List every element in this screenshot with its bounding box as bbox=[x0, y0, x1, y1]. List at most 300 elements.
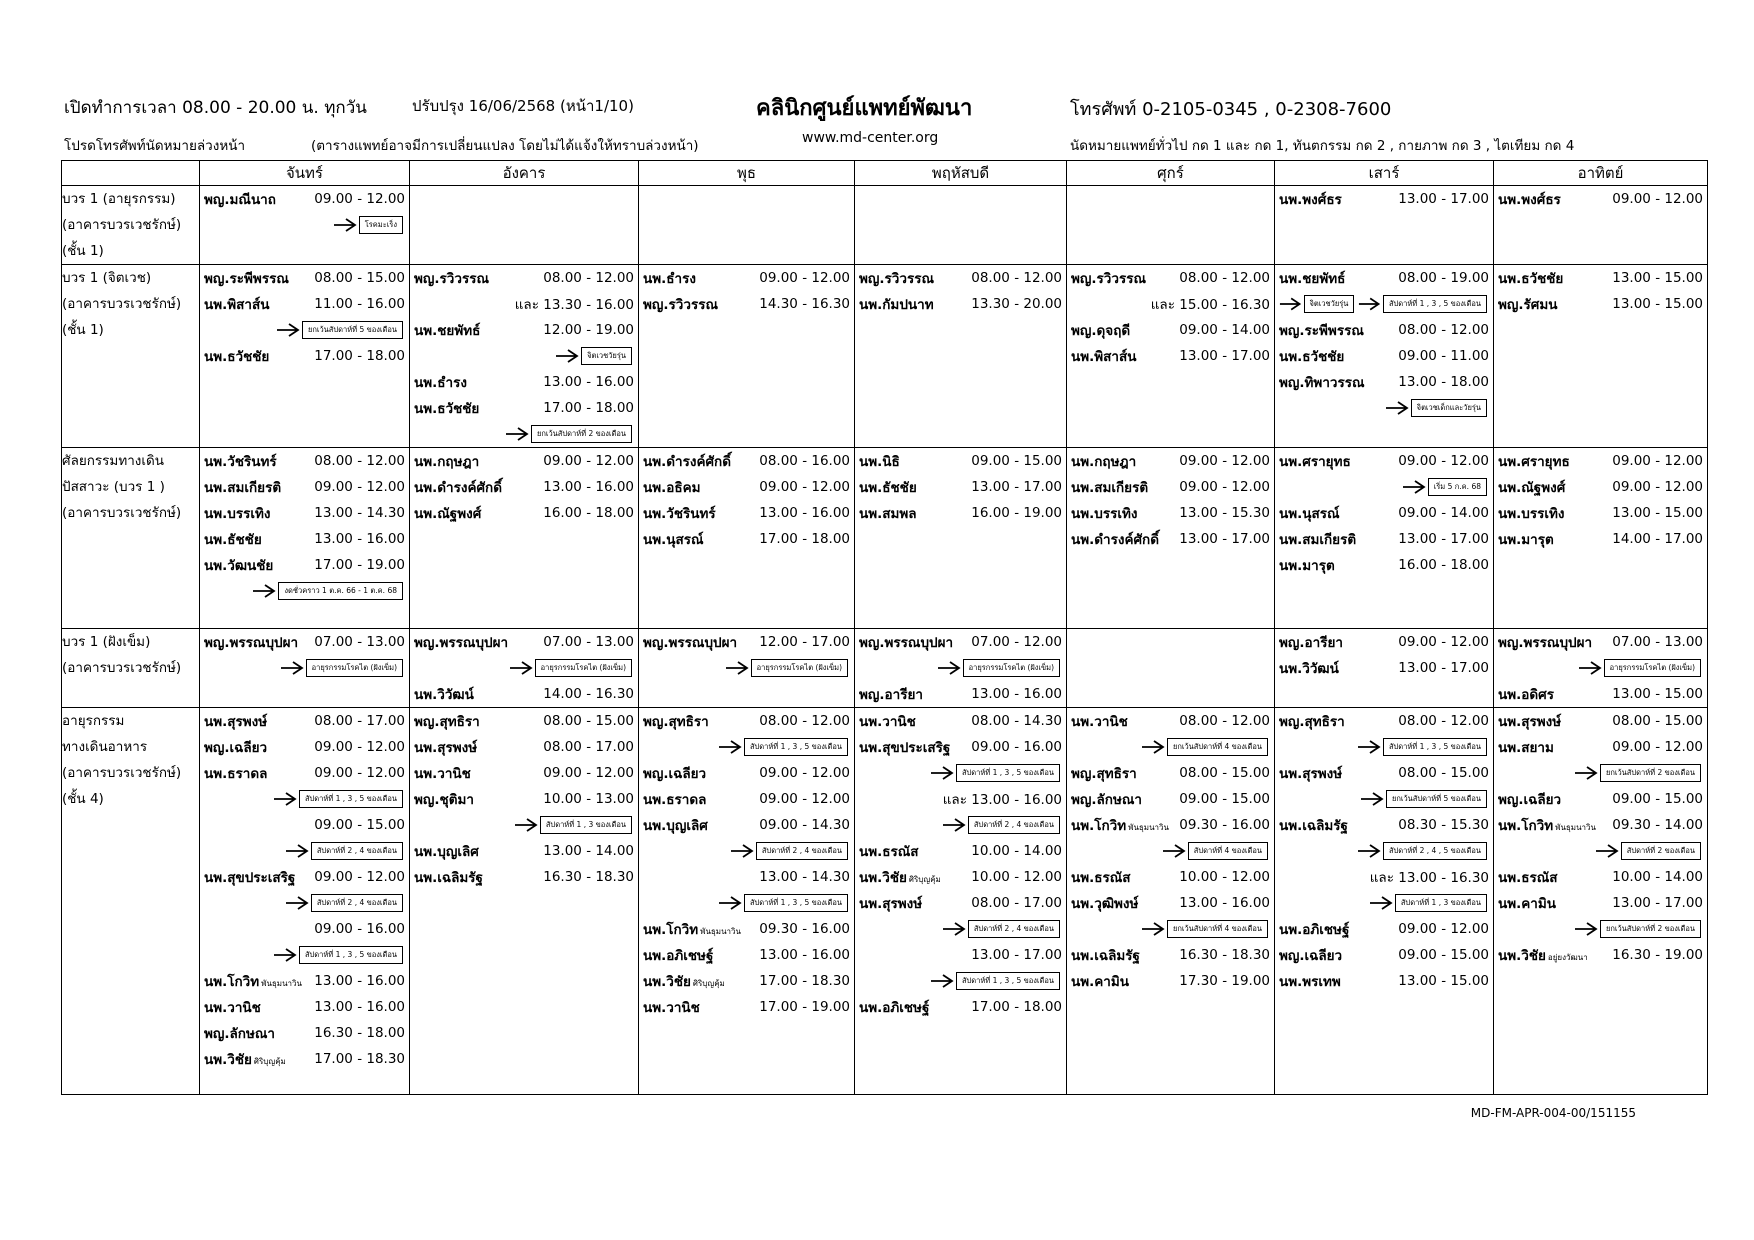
doctor-name bbox=[1498, 892, 1556, 914]
doctor-entry bbox=[410, 786, 638, 812]
note-line bbox=[1275, 838, 1493, 864]
arrow-icon bbox=[1162, 844, 1186, 858]
note-line bbox=[855, 968, 1066, 994]
doctor-entry bbox=[855, 291, 1066, 317]
time-range: 08.00 - 19.00 bbox=[1398, 270, 1489, 286]
doctor-entry bbox=[639, 864, 854, 890]
doctor-name-text: นพ.สยาม bbox=[1498, 740, 1554, 756]
doctor-name bbox=[414, 371, 467, 393]
doctor-schedule-table bbox=[61, 160, 1708, 1095]
time-range: 09.00 - 12.00 bbox=[543, 765, 634, 781]
note-line bbox=[1067, 734, 1274, 760]
doctor-entry bbox=[855, 864, 1066, 890]
arrow-icon bbox=[280, 661, 304, 675]
doctor-name bbox=[1071, 788, 1142, 810]
doctor-name bbox=[643, 944, 713, 966]
time-range: 13.00 - 16.00 bbox=[759, 505, 850, 521]
doctor-entry bbox=[200, 812, 409, 838]
time-range: 09.00 - 12.00 bbox=[543, 453, 634, 469]
note-line bbox=[200, 890, 409, 916]
arrow-icon bbox=[285, 896, 309, 910]
time-range: 09.00 - 14.30 bbox=[759, 817, 850, 833]
schedule-cell bbox=[410, 448, 639, 629]
doctor-name-text: พญ.เฉลียว bbox=[643, 766, 707, 782]
time-range: และ 13.30 - 16.00 bbox=[514, 297, 634, 313]
location-line: (อาคารบวรเวชรักษ์) bbox=[62, 217, 182, 233]
doctor-name-text: นพ.คามิน bbox=[1498, 896, 1556, 912]
doctor-name bbox=[859, 736, 950, 758]
note-line bbox=[639, 890, 854, 916]
doctor-entry bbox=[410, 369, 638, 395]
time-range: 08.00 - 12.00 bbox=[314, 453, 405, 469]
schedule-cell bbox=[1067, 265, 1275, 448]
doctor-entry bbox=[855, 474, 1066, 500]
doctor-name bbox=[1498, 683, 1554, 705]
doctor-name bbox=[1498, 450, 1570, 472]
schedule-cell bbox=[1494, 186, 1708, 265]
doctor-name bbox=[1279, 657, 1339, 679]
schedule-note: สัปดาห์ที่ 2 , 4 ของเดือน bbox=[311, 842, 403, 860]
schedule-note: อายุรกรรมโรคไต (ฝังเข็ม) bbox=[751, 659, 848, 677]
doctor-name-text: นพ.สุรพงษ์ bbox=[414, 740, 478, 756]
schedule-note: ยกเว้นสัปดาห์ที่ 2 ของเดือน bbox=[1600, 920, 1701, 938]
time-range: 08.00 - 12.00 bbox=[1179, 270, 1270, 286]
doctor-entry bbox=[1275, 448, 1493, 474]
doctor-entry bbox=[639, 968, 854, 994]
schedule-cell bbox=[1494, 629, 1708, 708]
location-line: (ชั้น 1) bbox=[62, 243, 104, 259]
doctor-name bbox=[1279, 502, 1340, 524]
doctor-name bbox=[1071, 814, 1169, 836]
doctor-entry bbox=[1067, 265, 1274, 291]
doctor-name-text: พญ.ระพีพรรณ bbox=[1279, 323, 1364, 339]
doctor-name-text: นพ.ธัชชัย bbox=[859, 480, 917, 496]
advance-booking-note: โปรดโทรศัพท์นัดหมายล่วงหน้า bbox=[64, 138, 246, 154]
doctor-entry bbox=[639, 500, 854, 526]
time-range: 13.00 - 16.00 bbox=[759, 947, 850, 963]
doctor-name bbox=[1071, 944, 1140, 966]
doctor-name-text: นพ.สมพล bbox=[859, 506, 917, 522]
time-range: 17.00 - 18.00 bbox=[314, 348, 405, 364]
doctor-name bbox=[1279, 345, 1344, 367]
time-range: 09.00 - 12.00 bbox=[1612, 453, 1703, 469]
note-line bbox=[1275, 474, 1493, 500]
time-range: 14.00 - 17.00 bbox=[1612, 531, 1703, 547]
doctor-entry bbox=[639, 786, 854, 812]
doctor-name-text: นพ.คามิน bbox=[1071, 974, 1129, 990]
time-range: 09.00 - 12.00 bbox=[314, 765, 405, 781]
doctor-entry bbox=[1067, 968, 1274, 994]
schedule-note: ยกเว้นสัปดาห์ที่ 5 ของเดือน bbox=[1386, 790, 1487, 808]
note-line bbox=[410, 812, 638, 838]
note-line bbox=[410, 343, 638, 369]
schedule-change-notice: (ตารางแพทย์อาจมีการเปลี่ยนแปลง โดยไม่ได้แจ้งให้ทราบล่วงหน้า) bbox=[311, 138, 699, 154]
schedule-body bbox=[62, 186, 1708, 1095]
doctor-entry bbox=[1067, 317, 1274, 343]
time-range: 09.00 - 12.00 bbox=[1179, 453, 1270, 469]
doctor-name bbox=[204, 866, 295, 888]
time-range: 08.00 - 12.00 bbox=[543, 270, 634, 286]
doctor-name-text: นพ.ธรณัส bbox=[859, 844, 919, 860]
doctor-name-text: นพ.พรเทพ bbox=[1279, 974, 1341, 990]
doctor-entry bbox=[1494, 265, 1707, 291]
doctor-name bbox=[859, 996, 929, 1018]
schedule-note: เริ่ม 5 ก.ค. 68 bbox=[1428, 478, 1487, 496]
clinic-location bbox=[62, 265, 200, 448]
doctor-name-text: พญ.สุทธิรา bbox=[1071, 766, 1137, 782]
doctor-entry bbox=[1067, 864, 1274, 890]
doctor-name-text: พญ.รัศมน bbox=[1498, 297, 1558, 313]
doctor-name bbox=[859, 892, 922, 914]
doctor-name-text: นพ.เฉลิมรัฐ bbox=[1279, 818, 1348, 834]
doctor-name-text: พญ.รวิวรรณ bbox=[643, 297, 718, 313]
day-header: ศุกร์ bbox=[1067, 161, 1275, 186]
schedule-cell bbox=[200, 265, 410, 448]
doctor-entry bbox=[1494, 734, 1707, 760]
time-range: 17.00 - 18.00 bbox=[543, 400, 634, 416]
doctor-entry bbox=[855, 838, 1066, 864]
arrow-icon bbox=[1357, 844, 1381, 858]
time-range: 09.00 - 12.00 bbox=[759, 791, 850, 807]
doctor-name bbox=[1498, 814, 1596, 836]
doctor-name bbox=[643, 476, 701, 498]
doctor-name bbox=[204, 1022, 275, 1044]
clinic-row bbox=[62, 265, 1708, 448]
doctor-name bbox=[859, 450, 900, 472]
doctor-name bbox=[204, 762, 267, 784]
doctor-name bbox=[414, 476, 502, 498]
doctor-name-text: นพ.ธำรง bbox=[643, 271, 696, 287]
doctor-name-text: นพ.ณัฐพงศ์ bbox=[1498, 480, 1566, 496]
time-range: 17.00 - 18.30 bbox=[759, 973, 850, 989]
schedule-note: สัปดาห์ที่ 4 ของเดือน bbox=[1188, 842, 1268, 860]
doctor-name-text: พญ.สุทธิรา bbox=[643, 714, 709, 730]
time-range: 16.00 - 18.00 bbox=[543, 505, 634, 521]
time-range: 13.00 - 15.00 bbox=[1612, 270, 1703, 286]
doctor-entry bbox=[200, 552, 409, 578]
schedule-cell bbox=[1067, 448, 1275, 629]
doctor-name bbox=[1071, 267, 1146, 289]
doctor-entry bbox=[200, 265, 409, 291]
doctor-name bbox=[1071, 892, 1138, 914]
doctor-name-text: พญ.เฉลียว bbox=[204, 740, 268, 756]
doctor-entry bbox=[1067, 474, 1274, 500]
doctor-entry bbox=[1067, 708, 1274, 734]
doctor-name bbox=[414, 736, 477, 758]
doctor-entry bbox=[639, 812, 854, 838]
doctor-name-text: นพ.กฤษฎา bbox=[1071, 454, 1137, 470]
time-range: 11.00 - 16.00 bbox=[314, 296, 405, 312]
doctor-entry bbox=[639, 760, 854, 786]
doctor-name-text: นพ.วัชรินทร์ bbox=[204, 454, 277, 470]
time-range: 09.00 - 12.00 bbox=[314, 869, 405, 885]
arrow-icon bbox=[1595, 844, 1619, 858]
schedule-note: สัปดาห์ที่ 1 , 3 , 5 ของเดือน bbox=[1383, 738, 1487, 756]
location-line: บวร 1 (ฝังเข็ม) bbox=[62, 634, 151, 650]
doctor-name-text: นพ.ธวัชชัย bbox=[204, 349, 270, 365]
schedule-cell bbox=[1494, 708, 1708, 1095]
note-line bbox=[1275, 395, 1493, 421]
doctor-name bbox=[1071, 319, 1130, 341]
doctor-entry bbox=[1494, 864, 1707, 890]
time-range: 14.00 - 16.30 bbox=[543, 686, 634, 702]
doctor-name bbox=[643, 996, 700, 1018]
schedule-note: สัปดาห์ที่ 2 , 4 ของเดือน bbox=[968, 816, 1060, 834]
doctor-name bbox=[1498, 293, 1557, 315]
schedule-cell bbox=[855, 186, 1067, 265]
doctor-name bbox=[1279, 631, 1343, 653]
time-range: และ 15.00 - 16.30 bbox=[1150, 297, 1270, 313]
schedule-note: ยกเว้นสัปดาห์ที่ 2 ของเดือน bbox=[531, 425, 632, 443]
time-range: 09.30 - 14.00 bbox=[1612, 817, 1703, 833]
arrow-icon bbox=[509, 661, 533, 675]
doctor-name-text: นพ.วิชัย bbox=[1498, 948, 1546, 964]
doctor-name-text: พญ.ทิพาวรรณ bbox=[1279, 375, 1365, 391]
doctor-entry bbox=[200, 186, 409, 212]
doctor-entry bbox=[410, 708, 638, 734]
doctor-name-text: นพ.สมเกียรติ bbox=[204, 480, 282, 496]
doctor-entry bbox=[1275, 708, 1493, 734]
doctor-name bbox=[204, 736, 267, 758]
time-range: 09.00 - 12.00 bbox=[1179, 479, 1270, 495]
doctor-name-text: นพ.วานิช bbox=[204, 1000, 261, 1016]
doctor-name-text: นพ.ธราดล bbox=[643, 792, 707, 808]
schedule-note: สัปดาห์ที่ 2 , 4 ของเดือน bbox=[756, 842, 848, 860]
doctor-entry bbox=[200, 1046, 409, 1072]
doctor-name bbox=[1071, 762, 1137, 784]
doctor-surname: พันธุมนาวิน bbox=[700, 927, 741, 936]
time-range: 17.00 - 19.00 bbox=[759, 999, 850, 1015]
time-range: 08.00 - 12.00 bbox=[759, 713, 850, 729]
arrow-icon bbox=[718, 740, 742, 754]
doctor-name bbox=[414, 840, 479, 862]
clinic-location bbox=[62, 629, 200, 708]
doctor-name-text: พญ.เฉลียว bbox=[1498, 792, 1562, 808]
schedule-note: จิตเวชวัยรุ่น bbox=[581, 347, 632, 365]
note-line bbox=[855, 655, 1066, 681]
time-range: 09.00 - 14.00 bbox=[1398, 505, 1489, 521]
doctor-entry bbox=[639, 916, 854, 942]
doctor-surname: พันธุมนาวิน bbox=[1128, 823, 1169, 832]
schedule-cell bbox=[1275, 448, 1494, 629]
doctor-name bbox=[204, 554, 273, 576]
website-link[interactable]: www.md-center.org bbox=[802, 130, 939, 146]
doctor-name-text: นพ.บุญเลิศ bbox=[643, 818, 708, 834]
time-range: 13.00 - 15.00 bbox=[1612, 686, 1703, 702]
schedule-note: อายุรกรรมโรคไต (ฝังเข็ม) bbox=[1604, 659, 1701, 677]
doctor-name-text: นพ.ดำรงค์ศักดิ์ bbox=[1071, 532, 1159, 548]
doctor-name bbox=[643, 788, 706, 810]
doctor-name-text: นพ.อภิเชษฐ์ bbox=[643, 948, 714, 964]
note-line bbox=[200, 317, 409, 343]
doctor-name bbox=[204, 293, 269, 315]
schedule-note: สัปดาห์ที่ 1 , 3 , 5 ของเดือน bbox=[299, 790, 403, 808]
doctor-name-text: พญ.พรรณบุปผา bbox=[414, 635, 509, 651]
time-range: 17.00 - 18.00 bbox=[971, 999, 1062, 1015]
time-range: 13.00 - 17.00 bbox=[1398, 191, 1489, 207]
time-range: 07.00 - 13.00 bbox=[543, 634, 634, 650]
schedule-note: จิตเวชเด็กและวัยรุ่น bbox=[1411, 399, 1487, 417]
doctor-name-text: พญ.อารียา bbox=[1279, 635, 1343, 651]
time-range: 09.00 - 15.00 bbox=[1179, 791, 1270, 807]
time-range: 13.00 - 14.30 bbox=[314, 505, 405, 521]
doctor-name bbox=[643, 267, 696, 289]
schedule-note: ยกเว้นสัปดาห์ที่ 2 ของเดือน bbox=[1600, 764, 1701, 782]
doctor-entry bbox=[855, 500, 1066, 526]
time-range: 13.30 - 20.00 bbox=[971, 296, 1062, 312]
doctor-name-text: นพ.นุสรณ์ bbox=[643, 532, 704, 548]
doctor-name-text: พญ.ลักษณา bbox=[1071, 792, 1142, 808]
time-range: 13.00 - 17.00 bbox=[971, 479, 1062, 495]
doctor-name-text: นพ.บุญเลิศ bbox=[414, 844, 479, 860]
doctor-name-text: พญ.ลักษณา bbox=[204, 1026, 275, 1042]
time-range: 14.30 - 16.30 bbox=[759, 296, 850, 312]
schedule-note: งดชั่วคราว 1 ต.ค. 66 - 1 ต.ค. 68 bbox=[278, 582, 403, 600]
time-range: 13.00 - 15.00 bbox=[1612, 505, 1703, 521]
schedule-note: อายุรกรรมโรคไต (ฝังเข็ม) bbox=[535, 659, 632, 677]
phone-numbers: โทรศัพท์ 0-2105-0345 , 0-2308-7600 bbox=[1070, 99, 1392, 120]
time-range: 08.00 - 12.00 bbox=[1398, 322, 1489, 338]
doctor-name-text: นพ.พงศ์ธร bbox=[1498, 192, 1561, 208]
schedule-cell bbox=[1067, 629, 1275, 708]
doctor-name-text: พญ.อารียา bbox=[859, 687, 923, 703]
doctor-entry bbox=[200, 526, 409, 552]
doctor-name bbox=[643, 293, 718, 315]
arrow-icon bbox=[1574, 922, 1598, 936]
doctor-name-text: พญ.พรรณบุปผา bbox=[859, 635, 954, 651]
time-range: 13.00 - 16.00 bbox=[971, 686, 1062, 702]
doctor-entry bbox=[1067, 760, 1274, 786]
schedule-cell bbox=[639, 186, 855, 265]
time-range: 08.00 - 15.00 bbox=[314, 270, 405, 286]
clinic-row bbox=[62, 186, 1708, 265]
doctor-entry bbox=[410, 838, 638, 864]
doctor-name-text: นพ.ศรายุทธ bbox=[1279, 454, 1351, 470]
time-range: 13.00 - 16.00 bbox=[314, 999, 405, 1015]
time-range: 13.00 - 17.00 bbox=[1612, 895, 1703, 911]
doctor-entry bbox=[639, 708, 854, 734]
doctor-entry bbox=[855, 786, 1066, 812]
doctor-name-text: นพ.เฉลิมรัฐ bbox=[1071, 948, 1140, 964]
schedule-cell bbox=[855, 629, 1067, 708]
doctor-name-text: นพ.อดิศร bbox=[1498, 687, 1554, 703]
doctor-name-text: นพ.พิสาส์น bbox=[204, 297, 270, 313]
doctor-entry bbox=[855, 942, 1066, 968]
doctor-name bbox=[1279, 918, 1349, 940]
doctor-entry bbox=[200, 448, 409, 474]
location-line: บวร 1 (จิตเวช) bbox=[62, 270, 152, 286]
time-range: 09.00 - 12.00 bbox=[1398, 453, 1489, 469]
schedule-note: สัปดาห์ที่ 2 , 4 ของเดือน bbox=[968, 920, 1060, 938]
time-range: 13.00 - 17.00 bbox=[1179, 531, 1270, 547]
doctor-name bbox=[1071, 710, 1128, 732]
note-line bbox=[855, 812, 1066, 838]
doctor-name bbox=[1071, 528, 1159, 550]
arrow-icon bbox=[725, 661, 749, 675]
doctor-name bbox=[1279, 371, 1365, 393]
time-range: 13.00 - 16.00 bbox=[314, 531, 405, 547]
doctor-entry bbox=[1275, 942, 1493, 968]
doctor-name-text: นพ.มารุต bbox=[1498, 532, 1554, 548]
schedule-note: สัปดาห์ที่ 1 , 3 , 5 ของเดือน bbox=[299, 946, 403, 964]
doctor-name bbox=[1498, 476, 1565, 498]
time-range: 08.00 - 15.00 bbox=[1612, 713, 1703, 729]
time-range: 09.00 - 15.00 bbox=[1398, 947, 1489, 963]
schedule-cell bbox=[1275, 265, 1494, 448]
arrow-icon bbox=[937, 661, 961, 675]
time-range: 17.30 - 19.00 bbox=[1179, 973, 1270, 989]
doctor-name-text: นพ.สุรพงษ์ bbox=[1279, 766, 1343, 782]
doctor-name bbox=[204, 970, 302, 992]
time-range: 12.00 - 19.00 bbox=[543, 322, 634, 338]
doctor-entry bbox=[200, 734, 409, 760]
doctor-name bbox=[859, 476, 917, 498]
doctor-name bbox=[643, 631, 737, 653]
time-range: 12.00 - 17.00 bbox=[759, 634, 850, 650]
note-line bbox=[200, 838, 409, 864]
time-range: 16.00 - 19.00 bbox=[971, 505, 1062, 521]
doctor-surname: ศิริบุญคุ้ม bbox=[908, 875, 941, 884]
doctor-name-text: นพ.วิชัย bbox=[204, 1052, 252, 1068]
doctor-entry bbox=[410, 760, 638, 786]
doctor-entry bbox=[639, 291, 854, 317]
doctor-name-text: นพ.ชยพัทธ์ bbox=[414, 323, 481, 339]
doctor-name bbox=[1279, 267, 1345, 289]
time-range: 10.00 - 12.00 bbox=[971, 869, 1062, 885]
doctor-entry bbox=[200, 916, 409, 942]
doctor-name bbox=[1071, 502, 1137, 524]
arrow-icon bbox=[942, 922, 966, 936]
doctor-entry bbox=[1494, 708, 1707, 734]
arrow-icon bbox=[1279, 297, 1302, 311]
schedule-cell bbox=[1275, 629, 1494, 708]
doctor-name bbox=[643, 814, 708, 836]
schedule-note: สัปดาห์ที่ 2 , 4 , 5 ของเดือน bbox=[1383, 842, 1487, 860]
note-line bbox=[1494, 838, 1707, 864]
doctor-entry bbox=[1494, 890, 1707, 916]
doctor-entry bbox=[639, 448, 854, 474]
note-line bbox=[639, 655, 854, 681]
time-range: 09.30 - 16.00 bbox=[1179, 817, 1270, 833]
schedule-cell bbox=[639, 265, 855, 448]
doctor-name-text: พญ.รวิวรรณ bbox=[859, 271, 934, 287]
schedule-note: อายุรกรรมโรคไต (ฝังเข็ม) bbox=[963, 659, 1060, 677]
doctor-name bbox=[643, 762, 706, 784]
doctor-name bbox=[859, 840, 919, 862]
time-range: 08.00 - 15.00 bbox=[1398, 765, 1489, 781]
doctor-name-text: นพ.อภิเชษฐ์ bbox=[859, 1000, 930, 1016]
schedule-cell bbox=[410, 186, 639, 265]
doctor-name-text: นพ.วัชรินทร์ bbox=[643, 506, 716, 522]
doctor-name-text: นพ.ดำรงค์ศักดิ์ bbox=[414, 480, 502, 496]
doctor-name-text: นพ.วิวัฒน์ bbox=[414, 687, 474, 703]
doctor-name-text: นพ.ศรายุทธ bbox=[1498, 454, 1570, 470]
doctor-entry bbox=[200, 500, 409, 526]
time-range: 13.00 - 18.00 bbox=[1398, 374, 1489, 390]
schedule-note: อายุรกรรมโรคไต (ฝังเข็ม) bbox=[306, 659, 403, 677]
time-range: 10.00 - 12.00 bbox=[1179, 869, 1270, 885]
time-range: 09.00 - 14.00 bbox=[1179, 322, 1270, 338]
doctor-name-text: พญ.พรรณบุปผา bbox=[204, 635, 299, 651]
note-line bbox=[1275, 291, 1493, 317]
doctor-entry bbox=[1067, 786, 1274, 812]
doctor-entry bbox=[1275, 500, 1493, 526]
doctor-name bbox=[1498, 502, 1564, 524]
time-range: 16.00 - 18.00 bbox=[1398, 557, 1489, 573]
doctor-entry bbox=[1067, 942, 1274, 968]
doctor-entry bbox=[1275, 526, 1493, 552]
phone-extensions: นัดหมายแพทย์ทั่วไป กด 1 และ กด 1, ทันตกรรม กด 2 , กายภาพ กด 3 , ไตเทียม กด 4 bbox=[1070, 138, 1575, 154]
